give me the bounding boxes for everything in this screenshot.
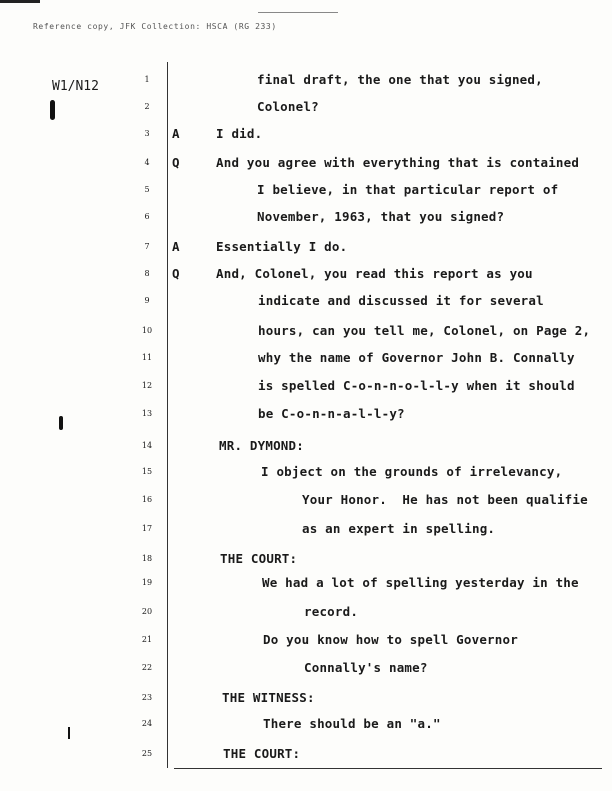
transcript-line — [0, 575, 612, 603]
line-text: THE WITNESS: — [222, 690, 315, 705]
line-text: as an expert in spelling. — [302, 521, 496, 536]
line-number: 5 — [144, 185, 150, 194]
transcript-line — [0, 464, 612, 492]
line-text: THE COURT: — [220, 551, 298, 566]
transcript-line — [0, 604, 612, 632]
transcript-line — [0, 716, 612, 744]
line-number: 24 — [141, 719, 153, 728]
line-text: record. — [304, 604, 359, 619]
line-text: MR. DYMOND: — [219, 438, 304, 453]
line-number: 11 — [141, 353, 153, 362]
line-text: I did. — [216, 126, 263, 141]
line-text: Connally's name? — [304, 660, 428, 675]
line-text: Colonel? — [257, 99, 319, 114]
transcript-line — [0, 266, 612, 294]
line-text: We had a lot of spelling yesterday in the — [262, 575, 579, 590]
line-text: is spelled C-o-n-n-o-l-l-y when it should — [258, 378, 575, 393]
scan-top-line — [258, 12, 338, 13]
transcript-line — [0, 239, 612, 267]
line-number: 25 — [141, 749, 153, 758]
line-number: 10 — [141, 326, 153, 335]
line-number: 17 — [141, 524, 153, 533]
line-number: 4 — [144, 158, 150, 167]
line-text: Essentially I do. — [216, 239, 348, 254]
transcript-line — [0, 746, 612, 774]
transcript-line — [0, 293, 612, 321]
speaker-tag: Q — [172, 155, 180, 170]
transcript-line — [0, 660, 612, 688]
line-number: 6 — [144, 212, 150, 221]
transcript-line — [0, 72, 612, 100]
line-number: 16 — [141, 495, 153, 504]
speaker-tag: Q — [172, 266, 180, 281]
transcript-line — [0, 632, 612, 660]
line-number: 2 — [144, 102, 150, 111]
transcript-line — [0, 323, 612, 351]
line-text: THE COURT: — [223, 746, 301, 761]
line-number: 9 — [144, 296, 150, 305]
transcript-line — [0, 350, 612, 378]
speaker-tag: A — [172, 239, 180, 254]
speaker-tag: A — [172, 126, 180, 141]
line-text: I object on the grounds of irrelevancy, — [261, 464, 563, 479]
line-text: be C-o-n-n-a-l-l-y? — [258, 406, 405, 421]
line-text: Your Honor. He has not been qualifie — [302, 492, 588, 507]
line-number: 18 — [141, 554, 153, 563]
transcript-line — [0, 521, 612, 549]
line-number: 15 — [141, 467, 153, 476]
transcript-line — [0, 406, 612, 434]
transcript-line — [0, 182, 612, 210]
line-number: 22 — [141, 663, 153, 672]
line-number: 13 — [141, 409, 153, 418]
line-text: why the name of Governor John B. Connally — [258, 350, 575, 365]
page-identifier: W1/N12 — [52, 79, 99, 94]
transcript-line — [0, 492, 612, 520]
line-text: hours, can you tell me, Colonel, on Page 2, — [258, 323, 591, 338]
transcript-line — [0, 438, 612, 466]
line-number: 21 — [141, 635, 153, 644]
line-number: 7 — [144, 242, 150, 251]
line-text: And, Colonel, you read this report as you — [216, 266, 533, 281]
line-number: 23 — [141, 693, 153, 702]
line-text: final draft, the one that you signed, — [257, 72, 543, 87]
line-text: Do you know how to spell Governor — [263, 632, 518, 647]
transcript-line — [0, 126, 612, 154]
transcript-line — [0, 378, 612, 406]
line-text: November, 1963, that you signed? — [257, 209, 505, 224]
line-number: 19 — [141, 578, 153, 587]
scan-corner-mark — [0, 0, 40, 3]
line-text: And you agree with everything that is contained — [216, 155, 580, 170]
transcript-line — [0, 155, 612, 183]
transcript-line — [0, 209, 612, 237]
line-number: 20 — [141, 607, 153, 616]
archive-header: Reference copy, JFK Collection: HSCA (RG 233) — [33, 22, 277, 31]
transcript-line — [0, 690, 612, 718]
line-number: 8 — [144, 269, 150, 278]
line-number: 3 — [144, 129, 150, 138]
transcript-line — [0, 99, 612, 127]
line-number: 12 — [141, 381, 153, 390]
line-number: 14 — [141, 441, 153, 450]
line-text: I believe, in that particular report of — [257, 182, 559, 197]
line-text: There should be an "a." — [263, 716, 441, 731]
line-number: 1 — [144, 75, 150, 84]
line-text: indicate and discussed it for several — [258, 293, 544, 308]
